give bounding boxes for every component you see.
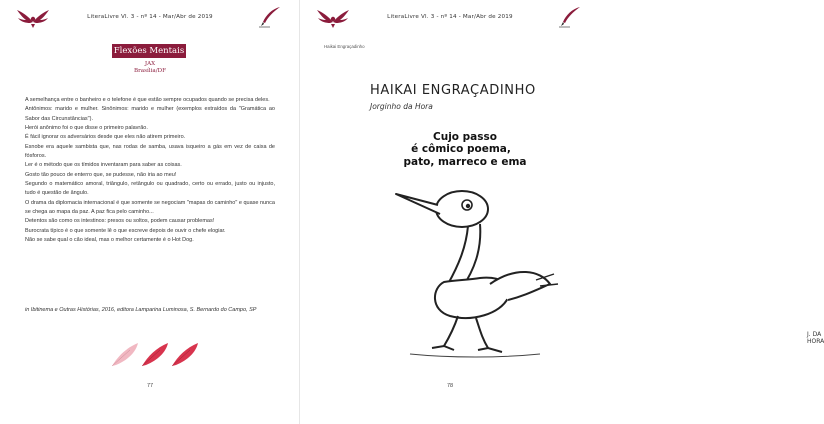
paragraph: Esnobe era aquele sambista que, nas rodas de samba, usava isqueiro a gás em vez de caixa de fósforos.	[25, 143, 275, 160]
page-number: 77	[146, 383, 154, 389]
paragraph: A semelhança entre o banheiro e o telefone é que estão sempre ocupados quando se precisa deles.	[25, 97, 270, 103]
right-page	[300, 0, 824, 424]
cartoon-signature: J. DA HORA	[807, 331, 824, 345]
cartoon-author: Jorginho da Hora	[370, 102, 433, 111]
source-citation: in Ibitinema e Outras Histórias, 2016, editora Lamparina Luminosa, S. Bernardo do Campo, SP	[25, 307, 257, 313]
text-body	[25, 96, 275, 246]
paragraph: Não se sabe qual o cão ideal, mas o melhor certamente é o Hot Dog.	[25, 237, 194, 244]
quill-pen-icon	[258, 6, 282, 28]
poem-line: Cujo passo	[433, 131, 497, 143]
header-title: LiteraLivre Vl. 3 - nº 14 - Mar/Abr de 2019	[87, 14, 213, 20]
author-name: JAX	[144, 61, 156, 67]
page-number: 78	[446, 383, 454, 389]
feather-icon	[142, 343, 168, 366]
bird-cartoon-illustration	[340, 70, 564, 360]
paragraph: Ler é o método que os tímidos inventaram para saber as coisas.	[25, 162, 182, 169]
paragraph: Detentos são como os intestinos: presos ou soltos, podem causar problemas!	[25, 218, 215, 225]
paragraph: Herói anônimo foi o que disse o primeiro palavrão.	[25, 125, 148, 132]
cartoon-title: HAIKAI ENGRAÇADINHO	[370, 83, 536, 98]
quill-pen-icon	[558, 6, 582, 28]
feather-icon	[172, 343, 198, 366]
author-location: Brasília/DF	[134, 68, 166, 74]
paragraph: O drama da diplomacia internacional é que somente se negociam "mapas do caminho" e quase nunca se chega ao mapa da paz. A paz fica pelo caminho...	[25, 199, 275, 216]
paragraph: Gosto tão pouco de enterro que, se pudesse, não iria ao meu!	[25, 171, 177, 178]
paragraph: Segundo o matemático amoral, triângulo, retângulo ou quadrado, certo ou errado, justo ou injusto, tudo é questão de ângulo.	[25, 181, 275, 197]
haikai-poem	[300, 131, 600, 168]
page-header	[300, 6, 600, 28]
image-caption: Haikai Engraçadinho	[324, 44, 365, 49]
feather-icon	[112, 343, 138, 366]
paragraph: Burocrata típico é o que somente lê o que escreve depois de ouvir o chefe elogiar.	[25, 227, 226, 234]
feathers-ornament	[110, 342, 202, 368]
page-header	[0, 6, 300, 28]
poem-line: pato, marreco e ema	[403, 155, 527, 168]
poem-line: é cômico poema,	[411, 143, 511, 156]
author-block	[0, 61, 300, 75]
paragraph: Antônimos: marido e mulher. Sinônimos: marido e mulher (exemplos extraídos da "Gramática ao Sabor das Circunstâncias").	[25, 106, 275, 122]
section-title: Flexões Mentais	[113, 46, 185, 56]
left-page	[0, 0, 300, 424]
header-title: LiteraLivre Vl. 3 - nº 14 - Mar/Abr de 2019	[387, 14, 513, 20]
paragraph: É fácil ignorar os adversários desde que eles não atirem primeiro.	[25, 134, 186, 141]
